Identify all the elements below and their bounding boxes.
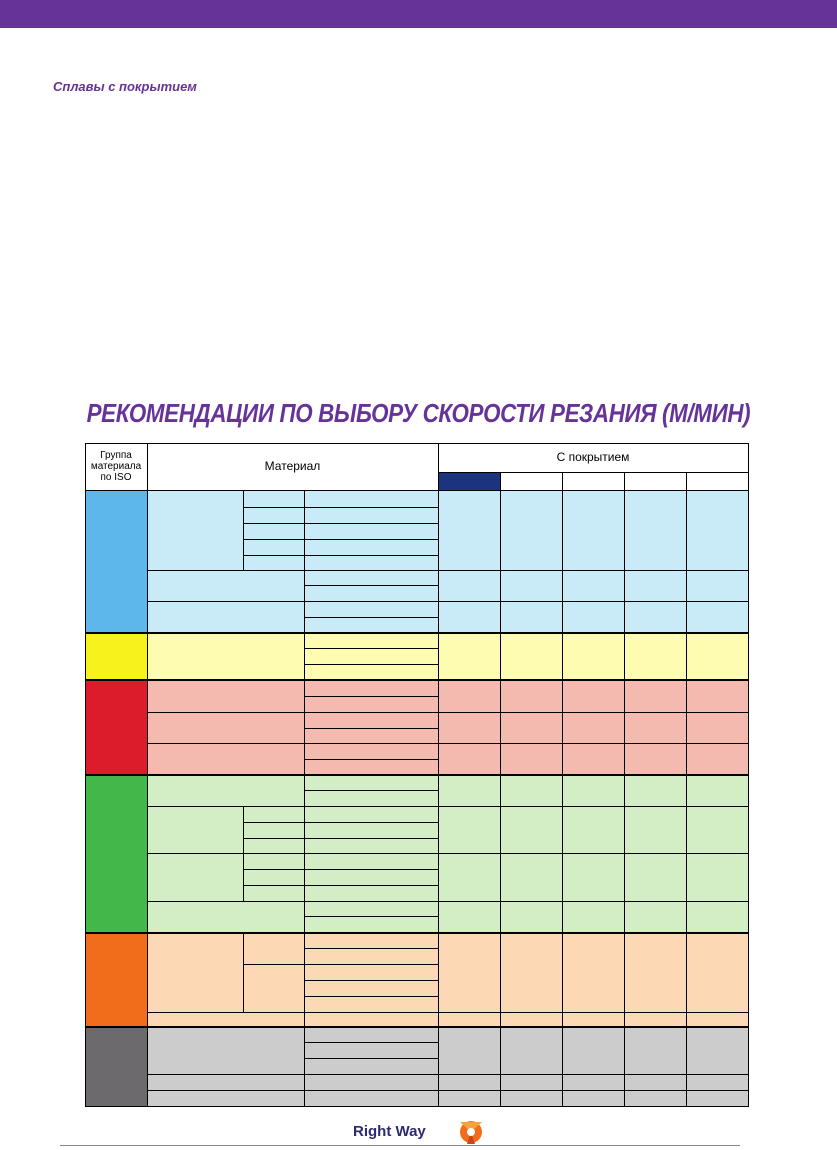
table-top-border bbox=[85, 443, 749, 444]
material-row-rule bbox=[147, 853, 749, 854]
iso-group-h-rows bbox=[147, 1027, 748, 1106]
material-row-rule bbox=[304, 1058, 439, 1059]
material-row-rule bbox=[147, 1090, 749, 1091]
material-row-rule bbox=[304, 980, 439, 981]
material-row-rule bbox=[304, 996, 439, 997]
iso-group-s-rows bbox=[147, 933, 748, 1027]
material-sub-divider bbox=[304, 806, 305, 901]
brand-logo-icon bbox=[456, 1118, 486, 1146]
material-row-rule bbox=[243, 822, 439, 823]
iso-group-header: Группа материала по ISO bbox=[90, 450, 142, 483]
material-sub-divider bbox=[304, 933, 305, 1012]
top-banner bbox=[0, 0, 837, 28]
coated-column-divider bbox=[562, 490, 563, 1106]
material-row-rule bbox=[243, 523, 439, 524]
iso-group-h-color-block bbox=[85, 1027, 147, 1106]
material-row-rule bbox=[147, 1074, 749, 1075]
material-row-rule bbox=[304, 948, 439, 949]
material-row-rule bbox=[147, 901, 749, 902]
material-row-rule bbox=[147, 570, 749, 571]
material-sub-divider bbox=[304, 633, 305, 680]
group-separator bbox=[85, 932, 749, 934]
coated-subheader-rule bbox=[438, 472, 749, 473]
coated-column-divider bbox=[686, 490, 687, 1106]
material-sub-divider bbox=[304, 490, 305, 570]
material-sub-divider bbox=[243, 806, 244, 901]
material-row-rule bbox=[243, 964, 439, 965]
material-row-rule bbox=[304, 916, 439, 917]
group-separator bbox=[85, 774, 749, 776]
material-sub-divider bbox=[304, 901, 305, 933]
material-sub-divider bbox=[304, 570, 305, 633]
material-row-rule bbox=[147, 1012, 749, 1013]
coated-subheader-divider bbox=[500, 472, 501, 490]
material-sub-divider bbox=[243, 933, 244, 1012]
footer-divider bbox=[60, 1145, 740, 1146]
iso-group-k-rows bbox=[147, 680, 748, 775]
section-heading: РЕКОМЕНДАЦИИ ПО ВЫБОРУ СКОРОСТИ РЕЗАНИЯ (М/МИН) bbox=[86, 398, 751, 428]
iso-group-k-color-block bbox=[85, 680, 147, 775]
iso-group-n-color-block bbox=[85, 775, 147, 933]
coated-subheader-divider bbox=[562, 472, 563, 490]
brand-logo-text: Right Way bbox=[353, 1123, 426, 1140]
material-row-rule bbox=[147, 712, 749, 713]
material-row-rule bbox=[304, 728, 439, 729]
material-row-rule bbox=[304, 1042, 439, 1043]
iso-column-divider bbox=[147, 443, 148, 1106]
iso-group-m-color-block bbox=[85, 633, 147, 680]
material-header: Материал bbox=[264, 458, 321, 473]
material-sub-divider bbox=[304, 1012, 305, 1027]
page-subtitle: Сплавы с покрытием bbox=[53, 79, 197, 94]
material-row-rule bbox=[304, 648, 439, 649]
iso-group-p-rows bbox=[147, 490, 748, 633]
material-row-rule bbox=[243, 539, 439, 540]
material-row-rule bbox=[147, 806, 749, 807]
material-row-rule bbox=[243, 838, 439, 839]
material-column-divider bbox=[438, 443, 439, 1106]
coated-subheader-divider bbox=[686, 472, 687, 490]
material-sub-divider bbox=[304, 1027, 305, 1106]
table-right-border bbox=[748, 443, 749, 1107]
iso-group-m-rows bbox=[147, 633, 748, 680]
material-row-rule bbox=[304, 759, 439, 760]
iso-group-s-color-block bbox=[85, 933, 147, 1027]
coated-subheader-divider bbox=[624, 472, 625, 490]
header-bottom-rule bbox=[85, 490, 749, 491]
coated-header: С покрытием bbox=[556, 449, 630, 464]
material-sub-divider bbox=[243, 490, 244, 570]
material-row-rule bbox=[304, 664, 439, 665]
material-row-rule bbox=[243, 555, 439, 556]
material-row-rule bbox=[147, 601, 749, 602]
group-separator bbox=[85, 679, 749, 681]
coated-column-divider bbox=[500, 490, 501, 1106]
material-sub-divider bbox=[304, 775, 305, 806]
material-row-rule bbox=[147, 743, 749, 744]
table-left-border bbox=[85, 443, 86, 1106]
material-row-rule bbox=[304, 696, 439, 697]
material-row-rule bbox=[243, 869, 439, 870]
iso-group-p-color-block bbox=[85, 490, 147, 633]
table-bottom-border bbox=[85, 1106, 749, 1107]
coated-column-divider bbox=[624, 490, 625, 1106]
material-row-rule bbox=[304, 585, 439, 586]
material-row-rule bbox=[304, 790, 439, 791]
material-row-rule bbox=[304, 617, 439, 618]
material-row-rule bbox=[243, 507, 439, 508]
group-separator bbox=[85, 1026, 749, 1028]
material-row-rule bbox=[243, 885, 439, 886]
material-sub-divider bbox=[304, 680, 305, 775]
group-separator bbox=[85, 632, 749, 634]
iso-group-n-rows bbox=[147, 775, 748, 933]
coated-grade-header-highlight bbox=[438, 472, 500, 490]
